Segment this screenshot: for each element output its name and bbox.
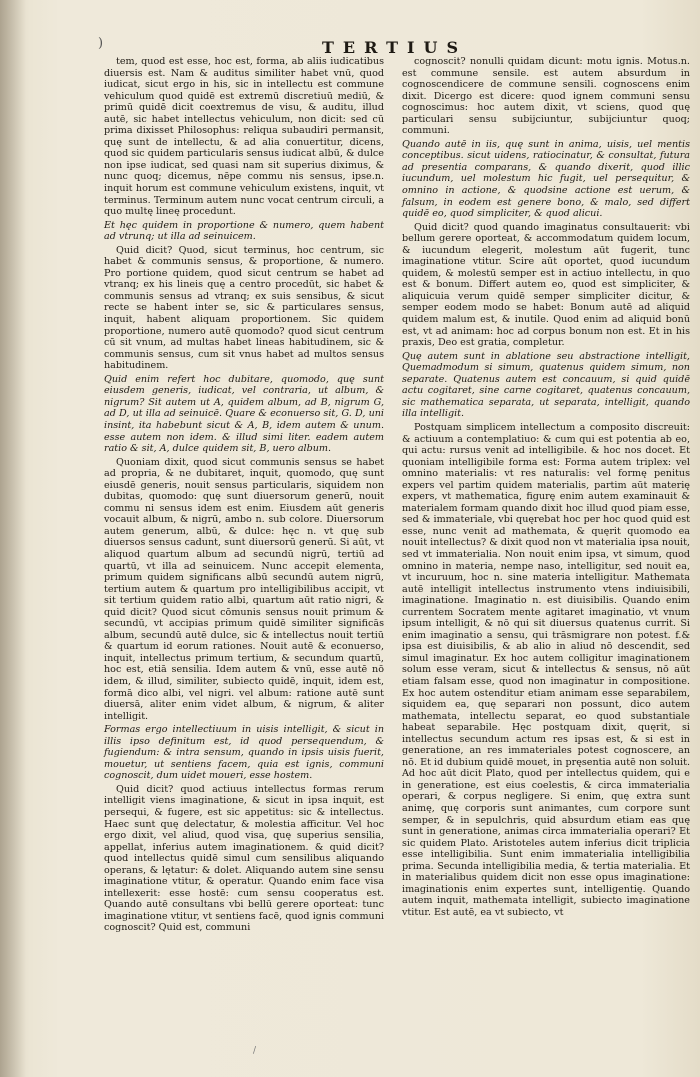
right-paragraph: Quando autē in iis, quę sunt in anima, uisis, uel mentis conceptibus. sicut uidens, ratiocinatur, & consultat, futura ad presentia comparans, & quando dixerit, quod illic iucundum, uel molestum hic fugit, uel persequitur, & omnino in actione, & quodsine actione est uerum, & falsum, in eodem est genere bono, & malo, sed differt quidē eo, quod simpliciter, & quod alicui. (402, 138, 690, 220)
left-paragraph: Formas ergo intellectiuum in uisis intelligit, & sicut in illis ipso definitum est, id quod persequendum, & fugiendum: & intra sensum, quando in ipsis uisis fuerit, mouetur, ut sentiens facem, quia est ignis, communi cognoscit, dum uidet moueri, esse hostem. (104, 724, 384, 782)
folio-mark: / (253, 1046, 257, 1056)
left-paragraph: Quid dicit? quod actiuus intellectus formas rerum intelligit viens imaginatione, & sicut in ipsa inquit, est persequi, & fugere, est sic appetitus: sic & intellectus. Haec sunt quę delectatur, & molestia afficitur. Vel hoc ergo dixit, vel aliud, quod visa, quę superius sensilia, appellat, inferius autem imaginationem. & quid dicit? quod intellectus quidē simul cum sensilibus aliquando operans, & lętatur: & dolet. Aliquando autem sine sensu imaginatione vtitur, & operatur. Quando enim face visa intellexerit: esse hostē: cum sensu cooperatus est. Quando autē consultans vbi bellū gerere oporteat: tunc imaginatione vtitur, vt sentiens facē, quod ignis communi cognoscit? Quid est, communi (104, 783, 384, 934)
running-head: TERTIUS (322, 38, 468, 57)
right-paragraph: Postquam simplicem intellectum a composito discreuit: & actiuum a contemplatiuo: & cum qui est potentia ab eo, qui actu: rursus venit ad intelligibile. & hoc nos docet. Et quoniam intelligibile forma est: Forma autem triplex: vel omnino materialis: vt res naturalis: vel formę penitus expers vel partim quidem materialis, partim aūt materię expers, vt mathematica, figurę enim autem examinauit & materialem formam quando dixit hoc illud quod piam esse, sed & immateriale, vbi quęrebat hoc per hoc quod quid est esse, nunc venit ad mathemata, & quęrit quomodo ea nouit intellectus? & dixit quod non vt materialia ipsa nouit, sed vt immaterialia. Non nouit enim ipsa, vt simum, quod omnino in materia, nempe naso, intelligitur, sed nouit ea, vt incuruum, hoc n. sine materia intelligitur. Mathemata autē intelligit intellectus instrumento vtens indiuisibili, imaginatione. Imaginatio n. est diuisibilis. Quando enim currentem Socratem mente agitaret imaginatio, vt vnum ipsum intelligit, & nō qui sit diuersus quatenus currit. Si enim imaginatio a sensu, qui trāsmigrare non potest. f.& ipsa est diuisibilis, & ab alio in aliud nō descendit, sed simul imaginatur. Ex hoc autem colligitur imaginationem solum esse veram, sicut & intellectus & sensus, nō aūt etiam falsam esse, quod non imaginatur in compositione. Ex hoc autem ostenditur etiam animam esse separabilem, siquidem ea, quę separari non possunt, dico autem mathemata, intellectu separat, eo quod substantiale habeat separabile. Hęc postquam dixit, quęrit, si intellectus secundum actum res ipsas est, & si est in generatione, an res immateriales potest cognoscere, an nō. Et id dubium quidē mouet, in pręsentia autē non soluit. Ad hoc aūt dicit Plato, quod per intellectus quidem, qui e in generatione, est eius coelestis, & circa immaterialia operari, & corpus negligere. Si enim, quę extra sunt animę, quę corporis sunt animantes, cum corpore sunt semper, & in sepulchris, quid absurdum etiam eas quę sunt in generatione, animas circa immaterialia operari? Et sic quidem Plato. Aristoteles autem inferius dicit triplicia esse intelligibilia. Sunt enim immaterialia intelligibilia prima. Secunda intelligibilia media, & tertia materialia. Et in materialibus quidem dicit non esse opus imaginatione: imaginationis enim expertes sunt, intelligentię. Quando autem inquit, mathemata intelligit, subiecto imaginatione vtitur. Est autē, ea vt subiecto, vt (402, 421, 690, 918)
right-paragraph: cognoscit? nonulli quidam dicunt: motu ignis. Motus.n. est commune sensile. est autem absurdum in cognoscendicere de commune sensili. cognoscens enim dixit. Dicergo est dicere: quod ignem communi sensu cognoscimus: hoc autem dixit, vt sciens, quod quę particulari sensu subijciuntur, subijciuntur quoq; communi. (402, 56, 690, 137)
right-paragraph: Quę autem sunt in ablatione seu abstractione intelligit, Quemadmodum si simum, quatenus quidem simum, non separate. Quatenus autem est concauum, si quid quidē actu cogitaret, sine carne cogitaret, quatenus concauum, sic mathematica separata, ut separata, intelligit, quando illa intelligit. (402, 350, 690, 420)
left-paragraph: Et hęc quidem in proportione & numero, quem habent ad vtrunq; ut illa ad seinuicem. (104, 219, 384, 243)
left-paragraph: Quid dicit? Quod, sicut terminus, hoc centrum, sic habet & communis sensus, & proportione, & numero. Pro portione quidem, quod sicut centrum se habet ad vtranq; ex his lineis quę a centro procedūt, sic habet & communis sensus ad vtranq; ex suis sensibus, & sicut recte se habent inter se, sic & particulares sensus, inquit, habent aliquam proportionem. Sic quidem proportione, numero autē quomodo? quod sicut centrum cū sit vnum, ad multas habet lineas habitudinem, sic & communis sensus, cum sit vnus habet ad multos sensus habitudinem. (104, 244, 384, 372)
corner-mark: ) (98, 36, 104, 51)
gutter-shadow (0, 0, 26, 1077)
left-column (104, 56, 384, 1037)
left-paragraph: Quoniam dixit, quod sicut communis sensus se habet ad propria, & ne dubitaret, inquit, quomodo, quę sunt eiusdē generis, nouit sensus particularis, siquidem non dubitas, quomodo: quę sunt diuersorum generū, nouit commu ni sensus idem est enim. Eiusdem aūt generis vocauit album, & nigrū, ambo n. sub colore. Diuersorum autem generum, albū, & dulce: hęc n. vt quę sub diuersos sensus cadunt, sunt diuersorū generū. Si aūt, vt aliquod quartum album ad secundū nigrū, tertiū ad quartū, vt illa ad seinuicem. Nunc accepit elementa, primum quidem significans albū secundū autem nigrū, tertium autem & quartum pro intelligibilibus accipit, vt sit tertium quidem ratio albi, quartum aūt ratio nigri, & quid dicit? Quod sicut cōmunis sensus nouit primum & secundū, vt accipias primum quidē similiter significās album, secundū autē dulce, sic & intellectus nouit tertiū & quartum id eorum rationes. Nouit autē & econuerso, inquit, intellectus primum tertium, & secundum quartū, hoc est, etiā sensilia. Idem autem & vnū, esse autē nō idem, & illud, similiter, subiecto quidē, inquit, idem est, formā dico albi, vel nigri. vel album: ratione autē sunt diuersā, aliter enim videt album, & nigrum, & aliter intelligit. (104, 456, 384, 722)
right-paragraph: Quid dicit? quod quando imaginatus consultauerit: vbi bellum gerere oporteat, & accommodatum quidem locum, & iucundum elegerit, molestum aūt fugerit, tunc imaginatione vtitur. Scire aūt oportet, quod iucundum quidem, & molestū semper est in actiuo intellectu, in quo est & bonum. Differt autem eo, quod est simpliciter, & aliquicuia verum quidē semper simpliciter dicitur, & semper eodem modo se habet: Bonum autē ad aliquid quidem malum est, & inutile. Quod enim ad aliquid bonū est, vt ad animam: hoc ad corpus bonum non est. Et in his praxis, Deo est gratia, completur. (402, 221, 690, 349)
left-paragraph: Quid enim refert hoc dubitare, quomodo, quę sunt eiusdem generis, iudicat, vel contraria, ut album, & nigrum? Sit autem ut A, quidem album, ad B, nigrum G, ad D, ut illa ad seinuicē. Quare & econuerso sit, G. D, uni insint, ita habebunt sicut & A, B, idem autem & unum. esse autem non idem. & illud simi liter. eadem autem ratio & sit, A, dulce quidem sit, B, uero album. (104, 373, 384, 455)
right-column (402, 56, 690, 1037)
left-paragraph: tem, quod est esse, hoc est, forma, ab aliis iudicatibus diuersis est. Nam & auditus similiter habet vnū, quod iudicat, sicut ergo in his, sic in intellectu est commune vehiculum quod quidē est extremū discretiuū mediū, & primū quidē dicit coextremus de visu, & auditu, illud autē, sic habet intellectus vehiculum, non dicit: sed cū prima dixisset Philosophus: reliqua subaudiri permansit, quę sunt de intellectu, & ad alia conuertitur, dicens, quod sic quidem particularis sensus iudicat albū, & dulce non ipse iudicat, sed quasi nam sit superius diximus, & nunc quoq; dicemus, nēpe commu nis sensus, ipse.n. inquit horum est commune vehiculum existens, inquit, vt terminus. Terminum autem nunc vocat centrum circuli, a quo multę lineę procedunt. (104, 56, 384, 218)
